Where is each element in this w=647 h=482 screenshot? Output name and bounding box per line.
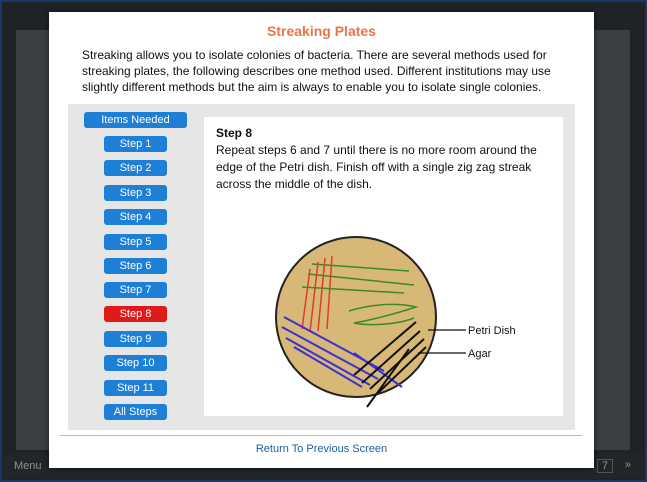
dialog-title: Streaking Plates — [267, 23, 376, 39]
agar-label: Agar — [468, 348, 492, 360]
next-button[interactable]: » — [624, 459, 631, 471]
step-8-button[interactable]: Step 8 — [104, 306, 167, 322]
step-panel — [68, 104, 575, 430]
step-1-button[interactable]: Step 1 — [104, 136, 167, 152]
step-3-button[interactable]: Step 3 — [104, 185, 167, 201]
step-4-button[interactable]: Step 4 — [104, 209, 167, 225]
step-content — [204, 117, 563, 416]
return-link[interactable]: Return To Previous Screen — [255, 443, 388, 455]
step-6-button[interactable]: Step 6 — [104, 258, 167, 274]
streaking-dialog — [49, 12, 594, 468]
petri-dish-diagram — [204, 117, 563, 416]
petri-dish-label: Petri Dish — [468, 325, 516, 337]
step-10-button[interactable]: Step 10 — [104, 355, 167, 371]
page-number: 7 — [597, 459, 613, 473]
step-description: Repeat steps 6 and 7 until there is no more room around the edge of the Petri dish. Finish off with a single zig zag streak across the middle of the dish. — [216, 143, 537, 191]
step-title: Step 8 — [216, 126, 253, 140]
step-2-button[interactable]: Step 2 — [104, 160, 167, 176]
step-9-button[interactable]: Step 9 — [104, 331, 167, 347]
menu-button[interactable]: Menu — [14, 460, 42, 472]
step-5-button[interactable]: Step 5 — [104, 234, 167, 250]
step-7-button[interactable]: Step 7 — [104, 282, 167, 298]
all-steps-button[interactable]: All Steps — [104, 404, 167, 420]
items-needed-button[interactable]: Items Needed — [84, 112, 187, 128]
footer-divider — [60, 435, 582, 436]
intro-text: Streaking allows you to isolate colonies of bacteria. There are several methods used for streaking plates, the following describes one method used. Different institutions may use slightly different methods but the aim is always to enable you to isolate single colonies. — [82, 48, 551, 94]
step-11-button[interactable]: Step 11 — [104, 380, 167, 396]
